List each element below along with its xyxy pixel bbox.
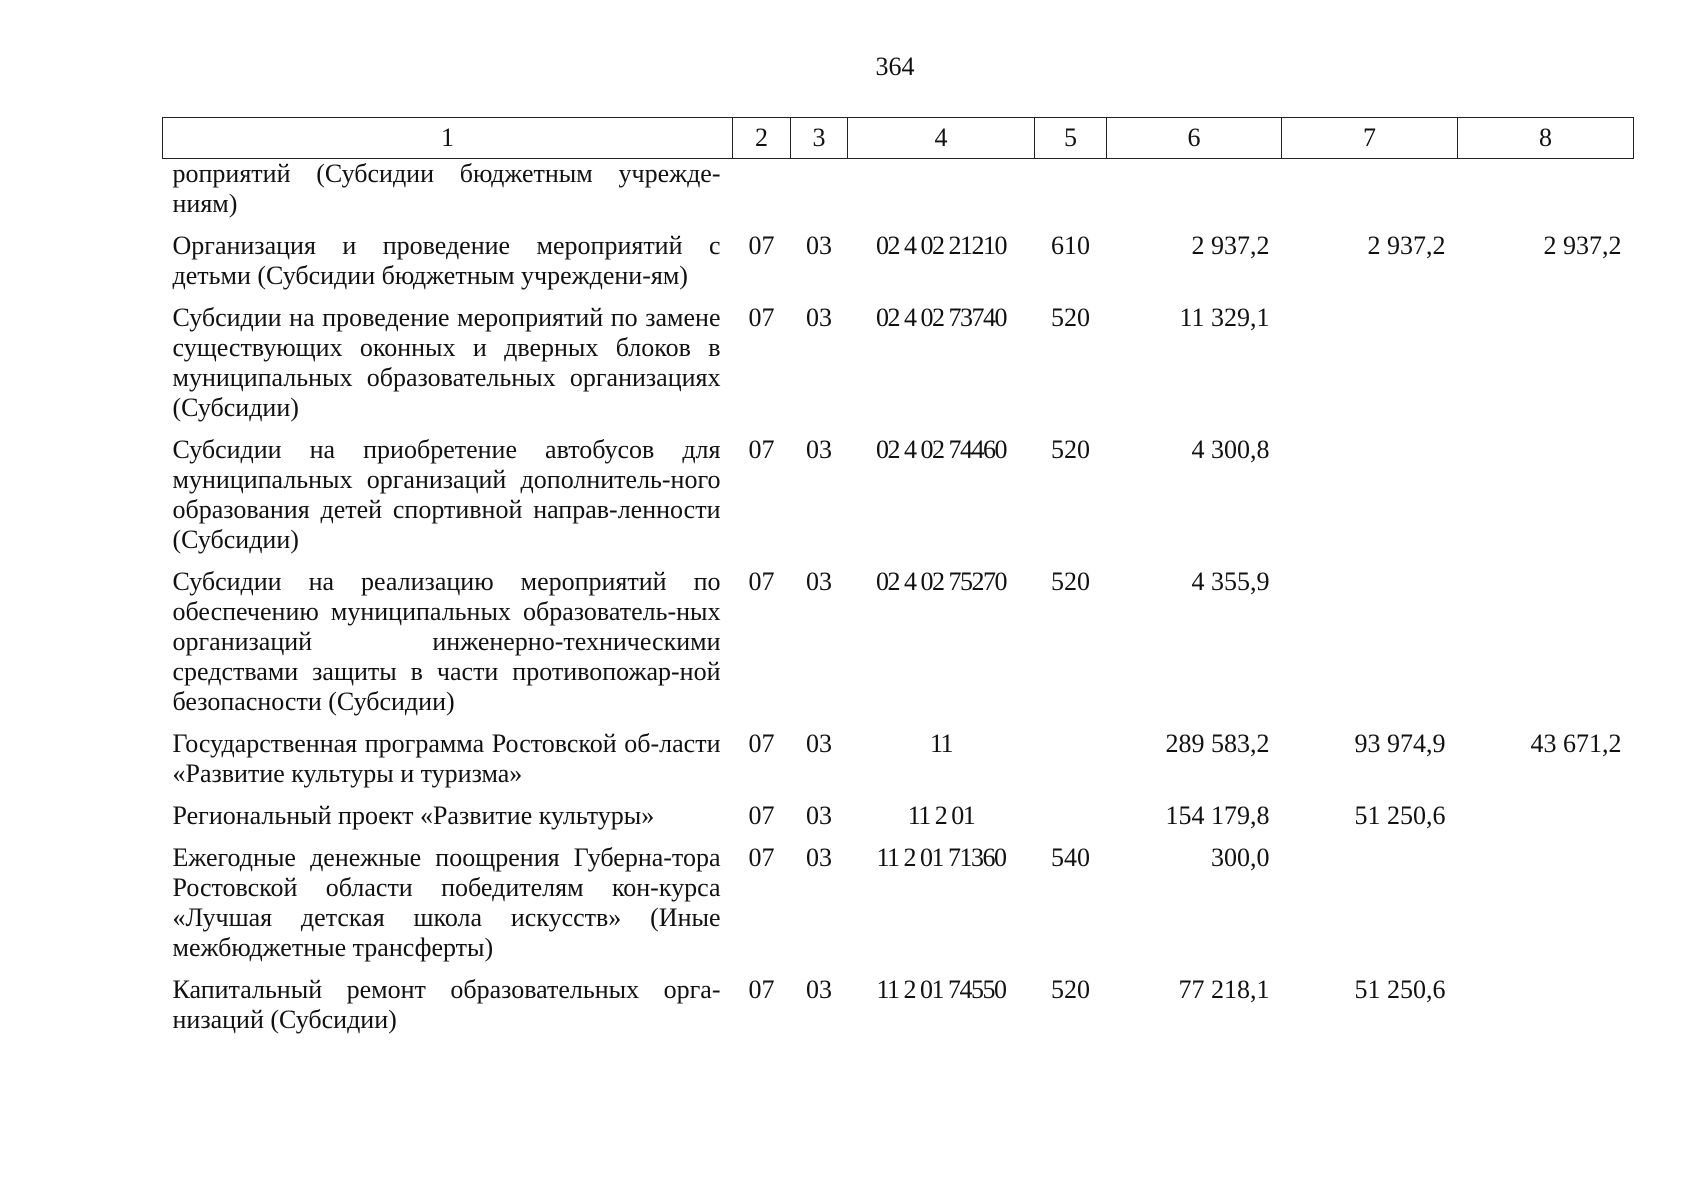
- row-name-cell: роприятий (Субсидии бюджетным учрежде-ниям): [172, 159, 721, 218]
- row-name-cell: Ежегодные денежные поощрения Губерна-тора Ростовской области победителям кон-курса «Лучшая детская школа искусств» (Иные межбюджетные трансферты): [172, 843, 721, 962]
- header-row: [163, 118, 1634, 159]
- row-name-cell: Государственная программа Ростовской об-ласти «Развитие культуры и туризма»: [172, 729, 721, 788]
- row-subsection-cell: 03: [806, 729, 832, 758]
- row-amount-col8-cell: [1458, 801, 1634, 843]
- row-expense-type-cell: 520: [1051, 435, 1090, 464]
- row-subsection-cell: 03: [806, 303, 832, 332]
- header-col-5: 5: [1035, 118, 1107, 159]
- row-section-cell: 07: [748, 729, 775, 758]
- table-row: [163, 435, 1634, 567]
- row-amount-col7-cell: [1282, 303, 1458, 435]
- row-target-article-cell: 02 4 02 73740: [876, 303, 1006, 332]
- table-row: [163, 567, 1634, 729]
- table-row: [163, 159, 1634, 232]
- row-amount-col8-cell: [1458, 435, 1634, 567]
- row-amount-col6-cell: 4 355,9: [1191, 567, 1270, 596]
- row-name-cell: Субсидии на проведение мероприятий по замене существующих оконных и дверных блоков в муниципальных образовательных организациях (Субсидии): [172, 303, 721, 422]
- header-col-8: 8: [1458, 118, 1634, 159]
- row-target-article-cell: 11 2 01: [907, 801, 975, 830]
- row-name-cell: Организация и проведение мероприятий с детьми (Субсидии бюджетным учреждени-ям): [172, 231, 721, 290]
- row-subsection-cell: 03: [806, 975, 832, 1004]
- row-target-article-cell: 11: [929, 729, 953, 758]
- row-amount-col8-cell: [1458, 843, 1634, 975]
- table-row: [163, 231, 1634, 303]
- header-col-1: 1: [163, 118, 733, 159]
- row-amount-col6-cell: [1107, 159, 1282, 232]
- row-expense-type-cell: 610: [1051, 231, 1090, 260]
- row-subsection-cell: 03: [806, 435, 832, 464]
- row-name-cell: Субсидии на приобретение автобусов для муниципальных организаций дополнитель-ного образования детей спортивной направ-ленности (Субсидии): [172, 435, 721, 554]
- row-amount-col7-cell: [1282, 435, 1458, 567]
- row-expense-type-cell: 520: [1051, 303, 1090, 332]
- table-row: [163, 975, 1634, 1047]
- row-expense-type-cell: 520: [1051, 567, 1090, 596]
- row-subsection-cell: 03: [806, 801, 832, 830]
- header-col-4: 4: [848, 118, 1035, 159]
- header-col-7: 7: [1282, 118, 1458, 159]
- row-section-cell: [733, 159, 791, 232]
- row-subsection-cell: 03: [806, 567, 832, 596]
- row-amount-col8-cell: [1458, 303, 1634, 435]
- row-amount-col8-cell: [1458, 567, 1634, 729]
- header-col-3: 3: [791, 118, 848, 159]
- row-target-article-cell: 02 4 02 21210: [876, 231, 1006, 260]
- row-section-cell: 07: [748, 843, 775, 872]
- row-section-cell: 07: [748, 975, 775, 1004]
- row-amount-col7-cell: [1282, 159, 1458, 232]
- row-section-cell: 07: [748, 303, 775, 332]
- row-target-article-cell: 11 2 01 74550: [876, 975, 1006, 1004]
- row-amount-col6-cell: 11 329,1: [1179, 303, 1270, 332]
- row-subsection-cell: 03: [806, 843, 832, 872]
- table-row: [163, 801, 1634, 843]
- row-amount-col6-cell: 2 937,2: [1191, 231, 1270, 260]
- row-target-article-cell: [848, 159, 1035, 232]
- table-header: [163, 118, 1634, 159]
- budget-table: [162, 117, 1634, 1047]
- row-amount-col7-cell: 51 250,6: [1354, 975, 1446, 1004]
- row-amount-col6-cell: 300,0: [1211, 843, 1270, 872]
- row-expense-type-cell: 540: [1051, 843, 1090, 872]
- row-expense-type-cell: [1035, 729, 1107, 801]
- header-col-2: 2: [733, 118, 791, 159]
- row-amount-col6-cell: 4 300,8: [1191, 435, 1270, 464]
- row-section-cell: 07: [748, 231, 775, 260]
- table-row: [163, 729, 1634, 801]
- row-amount-col6-cell: 77 218,1: [1178, 975, 1270, 1004]
- row-amount-col8-cell: [1458, 159, 1634, 232]
- row-expense-type-cell: [1035, 801, 1107, 843]
- row-amount-col7-cell: [1282, 843, 1458, 975]
- row-section-cell: 07: [748, 567, 775, 596]
- row-amount-col7-cell: 2 937,2: [1367, 231, 1446, 260]
- row-name-cell: Региональный проект «Развитие культуры»: [172, 801, 655, 830]
- row-section-cell: 07: [748, 801, 775, 830]
- row-amount-col7-cell: 93 974,9: [1354, 729, 1446, 758]
- row-section-cell: 07: [748, 435, 775, 464]
- row-target-article-cell: 02 4 02 74460: [876, 435, 1006, 464]
- row-amount-col8-cell: 2 937,2: [1543, 231, 1622, 260]
- row-subsection-cell: [791, 159, 848, 232]
- table-body: [163, 159, 1634, 1048]
- row-target-article-cell: 02 4 02 75270: [876, 567, 1006, 596]
- table-row: [163, 843, 1634, 975]
- page-number: 364: [875, 52, 915, 81]
- row-amount-col6-cell: 289 583,2: [1165, 729, 1270, 758]
- row-expense-type-cell: [1035, 159, 1107, 232]
- row-subsection-cell: 03: [806, 231, 832, 260]
- row-amount-col8-cell: [1458, 975, 1634, 1047]
- row-expense-type-cell: 520: [1051, 975, 1090, 1004]
- row-name-cell: Капитальный ремонт образовательных орга-низаций (Субсидии): [172, 975, 721, 1034]
- row-amount-col6-cell: 154 179,8: [1165, 801, 1270, 830]
- table-row: [163, 303, 1634, 435]
- row-target-article-cell: 11 2 01 71360: [876, 843, 1006, 872]
- row-amount-col8-cell: 43 671,2: [1530, 729, 1622, 758]
- row-amount-col7-cell: 51 250,6: [1354, 801, 1446, 830]
- header-col-6: 6: [1107, 118, 1282, 159]
- row-name-cell: Субсидии на реализацию мероприятий по обеспечению муниципальных образователь-ных организаций инженерно-техническими средствами защиты в части противопожар-ной безопасности (Субсидии): [172, 567, 721, 716]
- row-amount-col7-cell: [1282, 567, 1458, 729]
